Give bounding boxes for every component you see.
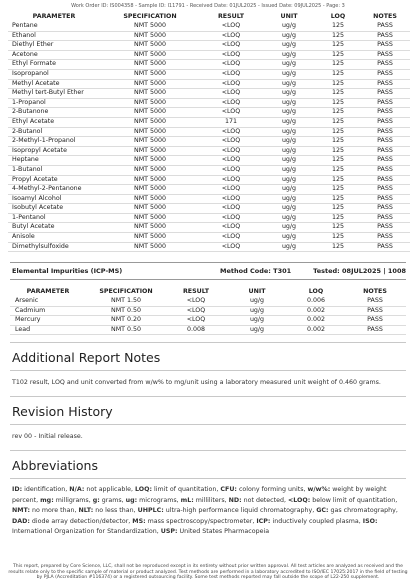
table-cell: ug/g (262, 213, 316, 223)
table-row (8, 79, 410, 89)
abbreviations-heading: Abbreviations (12, 458, 98, 473)
table-cell: 125 (316, 50, 360, 60)
abbreviation-definition: colony forming units, (236, 486, 308, 493)
abbreviation-definition: limit of quantitation, (152, 486, 221, 493)
section-divider (10, 396, 406, 397)
table-row (8, 127, 410, 137)
table-cell: PASS (360, 89, 410, 99)
table-cell: 125 (316, 146, 360, 156)
table-cell: ug/g (262, 137, 316, 147)
abbreviation-term: NLT: (78, 507, 94, 514)
abbreviation-term: ND: (228, 496, 242, 504)
abbreviation-definition: United States Pharmacopeia (177, 528, 270, 535)
table-cell: NMT 5000 (100, 204, 200, 214)
table-cell: Mercury (10, 316, 86, 326)
section-title: Elemental Impurities (ICP-MS) (12, 267, 123, 275)
table-cell: PASS (360, 233, 410, 243)
table-cell: ug/g (262, 69, 316, 79)
table-cell: NMT 5000 (100, 69, 200, 79)
table-cell: ug/g (226, 297, 288, 306)
column-header: SPECIFICATION (99, 288, 153, 295)
table-row (8, 50, 410, 60)
table-row (8, 60, 410, 70)
table-cell: <LOQ (166, 306, 226, 316)
table-cell: ug/g (262, 242, 316, 252)
table-cell: PASS (360, 204, 410, 214)
table-cell: NMT 5000 (100, 41, 200, 51)
table-cell: PASS (360, 50, 410, 60)
table-row (8, 233, 410, 243)
abbreviation-definition: identification, (22, 486, 70, 493)
table-cell: 125 (316, 22, 360, 31)
table-cell: NMT 5000 (100, 137, 200, 147)
table-cell: <LOQ (200, 22, 262, 31)
elemental-impurities-table (10, 287, 406, 335)
table-cell: PASS (360, 185, 410, 195)
table-header-row (10, 287, 406, 297)
table-cell: Methyl tert-Butyl Ether (8, 89, 100, 99)
table-cell: <LOQ (200, 79, 262, 89)
table-cell: ug/g (262, 194, 316, 204)
table-cell: Isoamyl Alcohol (8, 194, 100, 204)
table-cell: PASS (360, 98, 410, 108)
table-cell: <LOQ (200, 108, 262, 118)
abbreviation-definition: not detected, (241, 496, 288, 504)
table-cell: 125 (316, 41, 360, 51)
table-cell: 0.002 (288, 316, 344, 326)
table-cell: 125 (316, 165, 360, 175)
table-row (8, 165, 410, 175)
abbreviation-term: CFU: (220, 486, 237, 493)
table-cell: Isobutyl Acetate (8, 204, 100, 214)
table-cell: PASS (360, 31, 410, 41)
table-cell: ug/g (262, 108, 316, 118)
table-cell: 4-Methyl-2-Pentanone (8, 185, 100, 195)
table-cell: <LOQ (200, 41, 262, 51)
table-cell: NMT 5000 (100, 89, 200, 99)
table-cell: <LOQ (200, 137, 262, 147)
table-cell: Propyl Acetate (8, 175, 100, 185)
table-cell: 2-Methyl-1-Propanol (8, 137, 100, 147)
column-header: PARAMETER (32, 13, 76, 20)
table-cell: 125 (316, 79, 360, 89)
table-row (8, 156, 410, 166)
abbreviation-term: ICP: (256, 517, 271, 525)
table-cell: PASS (360, 156, 410, 166)
table-row (10, 306, 406, 316)
table-cell: PASS (360, 194, 410, 204)
table-row (8, 41, 410, 51)
table-cell: PASS (360, 79, 410, 89)
abbreviation-term: ID: (12, 486, 23, 493)
table-cell: NMT 1.50 (86, 297, 166, 306)
table-cell: Lead (10, 325, 86, 335)
abbreviation-term: ug: (125, 496, 138, 504)
table-cell: PASS (360, 22, 410, 31)
column-header: LOQ (308, 288, 324, 295)
table-cell: ug/g (262, 98, 316, 108)
abbreviation-term: DAD: (12, 517, 30, 525)
notes-text: T102 result, LOQ and unit converted from w/w% to mg/unit using a laboratory measured unit weight of 0.460 grams. (12, 379, 381, 386)
table-cell: <LOQ (200, 89, 262, 99)
table-cell: Dimethylsulfoxide (8, 242, 100, 252)
table-cell: 171 (200, 117, 262, 127)
revision-text: rev 00 - Initial release. (12, 433, 83, 440)
table-row (10, 325, 406, 335)
table-row (8, 204, 410, 214)
table-cell: NMT 0.50 (86, 306, 166, 316)
section-divider (10, 279, 406, 280)
table-cell: <LOQ (200, 242, 262, 252)
table-cell: 125 (316, 108, 360, 118)
abbreviations-text (12, 485, 408, 538)
table-cell: 2-Butanone (8, 108, 100, 118)
abbreviation-definition: not applicable, (84, 486, 135, 493)
abbreviation-definition: milligrams, (53, 496, 93, 504)
table-cell: 125 (316, 194, 360, 204)
column-header: SPECIFICATION (123, 13, 177, 20)
table-cell: PASS (360, 41, 410, 51)
table-cell: NMT 5000 (100, 31, 200, 41)
abbreviation-term: w/w%: (307, 486, 331, 493)
table-cell: ug/g (262, 175, 316, 185)
notes-heading: Additional Report Notes (12, 350, 161, 365)
table-cell: 125 (316, 204, 360, 214)
table-cell: <LOQ (200, 194, 262, 204)
abbreviation-term: <LOQ: (287, 496, 311, 504)
table-cell: Isopropyl Acetate (8, 146, 100, 156)
table-cell: PASS (360, 108, 410, 118)
table-cell: Heptane (8, 156, 100, 166)
abbreviation-term: MS: (132, 517, 146, 525)
abbreviation-term: GC: (316, 507, 329, 514)
table-cell: ug/g (262, 41, 316, 51)
table-cell: PASS (360, 60, 410, 70)
table-cell: 125 (316, 117, 360, 127)
revision-heading: Revision History (12, 404, 113, 419)
table-cell: ug/g (262, 127, 316, 137)
table-cell: PASS (344, 316, 406, 326)
table-cell: ug/g (262, 204, 316, 214)
table-row (8, 223, 410, 233)
table-cell: <LOQ (200, 223, 262, 233)
table-cell: NMT 5000 (100, 146, 200, 156)
table-cell: Pentane (8, 22, 100, 31)
table-cell: ug/g (262, 22, 316, 31)
table-cell: PASS (344, 325, 406, 335)
table-cell: NMT 5000 (100, 185, 200, 195)
table-cell: Ethanol (8, 31, 100, 41)
table-cell: ug/g (262, 233, 316, 243)
table-cell: Diethyl Ether (8, 41, 100, 51)
table-row (8, 69, 410, 79)
table-cell: 125 (316, 185, 360, 195)
table-row (8, 22, 410, 31)
table-cell: <LOQ (200, 156, 262, 166)
column-header: PARAMETER (26, 288, 70, 295)
table-cell: <LOQ (200, 127, 262, 137)
table-cell: NMT 5000 (100, 117, 200, 127)
table-cell: NMT 5000 (100, 127, 200, 137)
abbreviation-definition: gas chromatography, (328, 507, 400, 514)
table-cell: 1-Butanol (8, 165, 100, 175)
table-cell: ug/g (226, 325, 288, 335)
table-cell: <LOQ (200, 98, 262, 108)
table-cell: <LOQ (200, 69, 262, 79)
table-cell: 125 (316, 213, 360, 223)
table-cell: 125 (316, 127, 360, 137)
column-header: LOQ (330, 13, 346, 20)
column-header: NOTES (373, 13, 397, 20)
table-cell: PASS (360, 242, 410, 252)
table-cell: PASS (344, 297, 406, 306)
table-cell: Cadmium (10, 306, 86, 316)
table-row (8, 175, 410, 185)
abbreviation-term: mL: (180, 496, 194, 504)
method-code: Method Code: T301 (220, 267, 292, 275)
table-cell: Acetone (8, 50, 100, 60)
abbreviation-definition: milliliters, (193, 496, 229, 504)
tested-date: Tested: 08JUL2025 | 1008 (313, 267, 406, 275)
table-cell: Anisole (8, 233, 100, 243)
abbreviation-definition: below limit of quantitation, (310, 496, 400, 504)
table-cell: 1-Propanol (8, 98, 100, 108)
table-cell: 125 (316, 242, 360, 252)
table-cell: NMT 5000 (100, 50, 200, 60)
abbreviation-definition: micrograms, (137, 496, 181, 504)
table-cell: PASS (360, 175, 410, 185)
section-divider (10, 478, 406, 479)
table-cell: ug/g (262, 79, 316, 89)
table-cell: <LOQ (200, 185, 262, 195)
table-cell: Arsenic (10, 297, 86, 306)
table-row (8, 89, 410, 99)
table-cell: Butyl Acetate (8, 223, 100, 233)
abbreviation-term: g: (92, 496, 100, 504)
table-cell: PASS (360, 69, 410, 79)
table-cell: NMT 5000 (100, 156, 200, 166)
table-cell: PASS (360, 146, 410, 156)
abbreviation-term: LOQ: (135, 486, 153, 493)
table-cell: Isopropanol (8, 69, 100, 79)
abbreviation-definition: International Organization for Standardization, (12, 517, 380, 535)
abbreviation-definition: no more than, (30, 507, 79, 514)
table-row (8, 137, 410, 147)
abbreviation-term: USP: (160, 528, 178, 535)
column-header: NOTES (363, 288, 387, 295)
table-cell: ug/g (262, 31, 316, 41)
table-cell: <LOQ (200, 204, 262, 214)
table-cell: PASS (360, 223, 410, 233)
abbreviation-definition: mass spectroscopy/spectrometer, (145, 517, 257, 525)
abbreviation-term: ISO: (362, 517, 378, 525)
table-cell: 0.002 (288, 325, 344, 335)
abbreviation-term: mg: (40, 496, 54, 504)
table-row (8, 108, 410, 118)
table-row (8, 185, 410, 195)
abbreviation-definition: diode array detection/detector, (29, 517, 133, 525)
table-cell: <LOQ (200, 213, 262, 223)
table-cell: 125 (316, 223, 360, 233)
section-divider (10, 450, 406, 451)
table-cell: ug/g (262, 117, 316, 127)
residual-solvents-table (8, 12, 410, 252)
table-cell: 125 (316, 98, 360, 108)
table-row (8, 117, 410, 127)
table-cell: <LOQ (200, 146, 262, 156)
table-cell: ug/g (262, 223, 316, 233)
table-cell: 125 (316, 233, 360, 243)
table-cell: 125 (316, 175, 360, 185)
table-cell: 0.002 (288, 306, 344, 316)
table-cell: ug/g (262, 185, 316, 195)
table-cell: 125 (316, 69, 360, 79)
elemental-section-header (10, 265, 406, 276)
table-cell: ug/g (262, 89, 316, 99)
table-cell: ug/g (262, 146, 316, 156)
section-divider (10, 424, 406, 425)
table-cell: NMT 5000 (100, 98, 200, 108)
section-divider (10, 262, 406, 263)
table-cell: NMT 0.50 (86, 325, 166, 335)
table-cell: NMT 5000 (100, 242, 200, 252)
table-cell: NMT 5000 (100, 165, 200, 175)
table-row (8, 31, 410, 41)
table-cell: 0.006 (288, 297, 344, 306)
section-divider (10, 342, 406, 343)
table-cell: 125 (316, 156, 360, 166)
table-row (8, 146, 410, 156)
table-cell: <LOQ (200, 31, 262, 41)
table-cell: 125 (316, 60, 360, 70)
table-cell: ug/g (262, 156, 316, 166)
table-cell: NMT 5000 (100, 22, 200, 31)
table-cell: ug/g (226, 306, 288, 316)
abbreviation-term: NMT: (12, 507, 31, 514)
table-cell: NMT 5000 (100, 233, 200, 243)
table-cell: NMT 5000 (100, 213, 200, 223)
table-row (10, 316, 406, 326)
table-cell: PASS (360, 127, 410, 137)
abbreviation-definition: inductively coupled plasma, (270, 517, 363, 525)
table-cell: NMT 5000 (100, 79, 200, 89)
abbreviation-definition: weight by weight percent, (12, 486, 389, 504)
table-cell: 0.008 (166, 325, 226, 335)
column-header: RESULT (182, 288, 210, 295)
column-header: RESULT (217, 13, 245, 20)
table-cell: ug/g (262, 60, 316, 70)
table-cell: <LOQ (166, 297, 226, 306)
table-cell: NMT 5000 (100, 223, 200, 233)
table-cell: <LOQ (200, 233, 262, 243)
table-cell: ug/g (262, 50, 316, 60)
table-cell: <LOQ (200, 50, 262, 60)
abbreviation-definition: no less than, (93, 507, 138, 514)
table-cell: <LOQ (200, 60, 262, 70)
table-cell: 1-Pentanol (8, 213, 100, 223)
abbreviation-term: N/A: (69, 486, 85, 493)
table-row (8, 242, 410, 252)
table-cell: ug/g (262, 165, 316, 175)
table-row (8, 213, 410, 223)
table-cell: <LOQ (200, 165, 262, 175)
table-cell: PASS (360, 137, 410, 147)
report-header-line: Work Order ID: IS004358 - Sample ID: I11791 - Received Date: 01JUL2025 - Issued Date: 09JUL2025 - Page: 3 (71, 3, 345, 9)
table-cell: 125 (316, 137, 360, 147)
table-cell: PASS (360, 165, 410, 175)
table-row (8, 194, 410, 204)
abbreviation-definition: ultra-high performance liquid chromatography, (163, 507, 317, 514)
report-footer: This report, prepared by Core Science, LLC, shall not be reproduced except in its entirety without prior written approval. All test articles are analyzed as received and the results relate only to the specific sample of material or product analyzed. Test methods are performed in a laboratory accredited to ISO/IEC 17025:2017 in the field of testing by PJLA (Accreditation #116374) or a registered outsourcing facility. Some test methods reported may fall outside the scope of L22-250 supplement. (8, 564, 408, 581)
table-cell: 125 (316, 31, 360, 41)
table-cell: PASS (344, 306, 406, 316)
table-header-row (8, 12, 410, 22)
table-cell: NMT 5000 (100, 60, 200, 70)
table-row (10, 297, 406, 306)
table-cell: 125 (316, 89, 360, 99)
table-cell: <LOQ (200, 175, 262, 185)
table-cell: NMT 0.20 (86, 316, 166, 326)
abbreviation-term: UHPLC: (137, 507, 164, 514)
table-cell: NMT 5000 (100, 175, 200, 185)
abbreviation-definition: grams, (99, 496, 126, 504)
section-divider (10, 370, 406, 371)
table-cell: <LOQ (166, 316, 226, 326)
table-row (8, 98, 410, 108)
table-cell: NMT 5000 (100, 108, 200, 118)
table-cell: Ethyl Formate (8, 60, 100, 70)
table-cell: ug/g (226, 316, 288, 326)
table-cell: Methyl Acetate (8, 79, 100, 89)
table-cell: PASS (360, 213, 410, 223)
table-cell: PASS (360, 117, 410, 127)
table-cell: NMT 5000 (100, 194, 200, 204)
table-cell: Ethyl Acetate (8, 117, 100, 127)
column-header: UNIT (248, 288, 266, 295)
column-header: UNIT (280, 13, 298, 20)
table-cell: 2-Butanol (8, 127, 100, 137)
